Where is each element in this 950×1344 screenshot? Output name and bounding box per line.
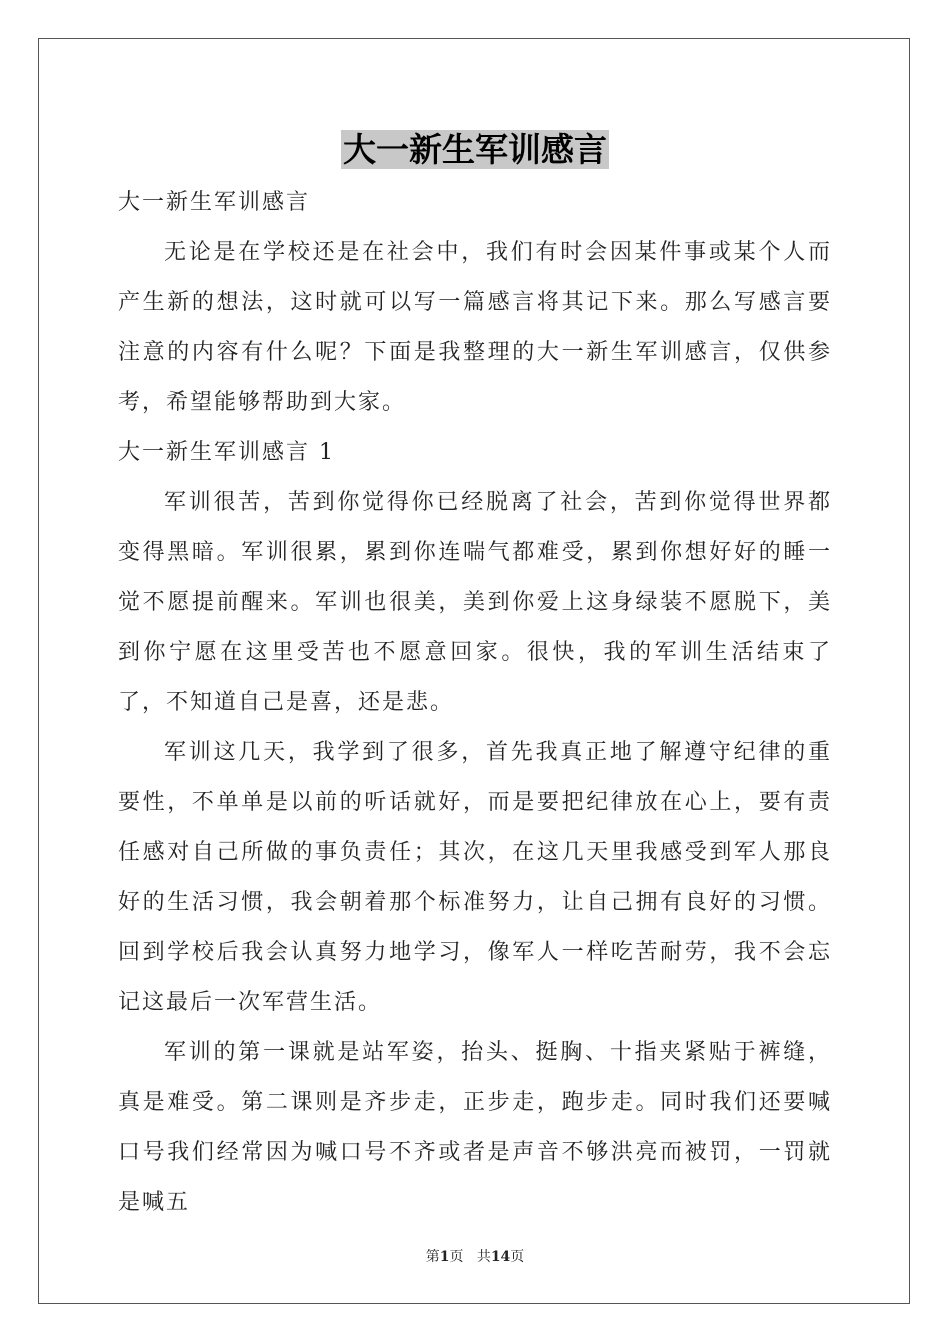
body-paragraph-1: 军训很苦，苦到你觉得你已经脱离了社会，苦到你觉得世界都变得黑暗。军训很累，累到你连喘气都难受，累到你想好好的睡一觉不愿提前醒来。军训也很美，美到你爱上这身绿装不愿脱下，美到你宁愿在这里受苦也不愿意回家。很快，我的军训生活结束了了，不知道自己是喜，还是悲。: [118, 490, 832, 715]
document-title-text: 大一新生军训感言: [343, 130, 607, 169]
document-body: [118, 178, 832, 1228]
page-prefix: 第: [425, 1249, 440, 1265]
section-heading: 大一新生军训感言 1: [118, 440, 335, 465]
total-suffix: 页: [510, 1249, 525, 1265]
total-pages: 14: [490, 1249, 511, 1265]
body-paragraph-3: 军训的第一课就是站军姿，抬头、挺胸、十指夹紧贴于裤缝，真是难受。第二课则是齐步走，正步走，跑步走。同时我们还要喊口号我们经常因为喊口号不齐或者是声音不够洪亮而被罚，一罚就是喊五: [118, 1040, 832, 1215]
page-footer: [0, 1246, 950, 1266]
total-prefix: 共: [476, 1249, 491, 1265]
intro-paragraph: 无论是在学校还是在社会中，我们有时会因某件事或某个人而产生新的想法，这时就可以写一篇感言将其记下来。那么写感言要注意的内容有什么呢？下面是我整理的大一新生军训感言，仅供参考，希望能够帮助到大家。: [118, 240, 832, 415]
page-number: 1: [439, 1249, 450, 1265]
body-paragraph-2: 军训这几天，我学到了很多，首先我真正地了解遵守纪律的重要性，不单单是以前的听话就好，而是要把纪律放在心上，要有责任感对自己所做的事负责任；其次，在这几天里我感受到军人那良好的生活习惯，我会朝着那个标准努力，让自己拥有良好的习惯。回到学校后我会认真努力地学习，像军人一样吃苦耐劳，我不会忘记这最后一次军营生活。: [118, 740, 832, 1015]
document-subtitle: 大一新生军训感言: [118, 190, 311, 215]
page-suffix: 页: [449, 1249, 464, 1265]
document-title: [0, 124, 950, 176]
